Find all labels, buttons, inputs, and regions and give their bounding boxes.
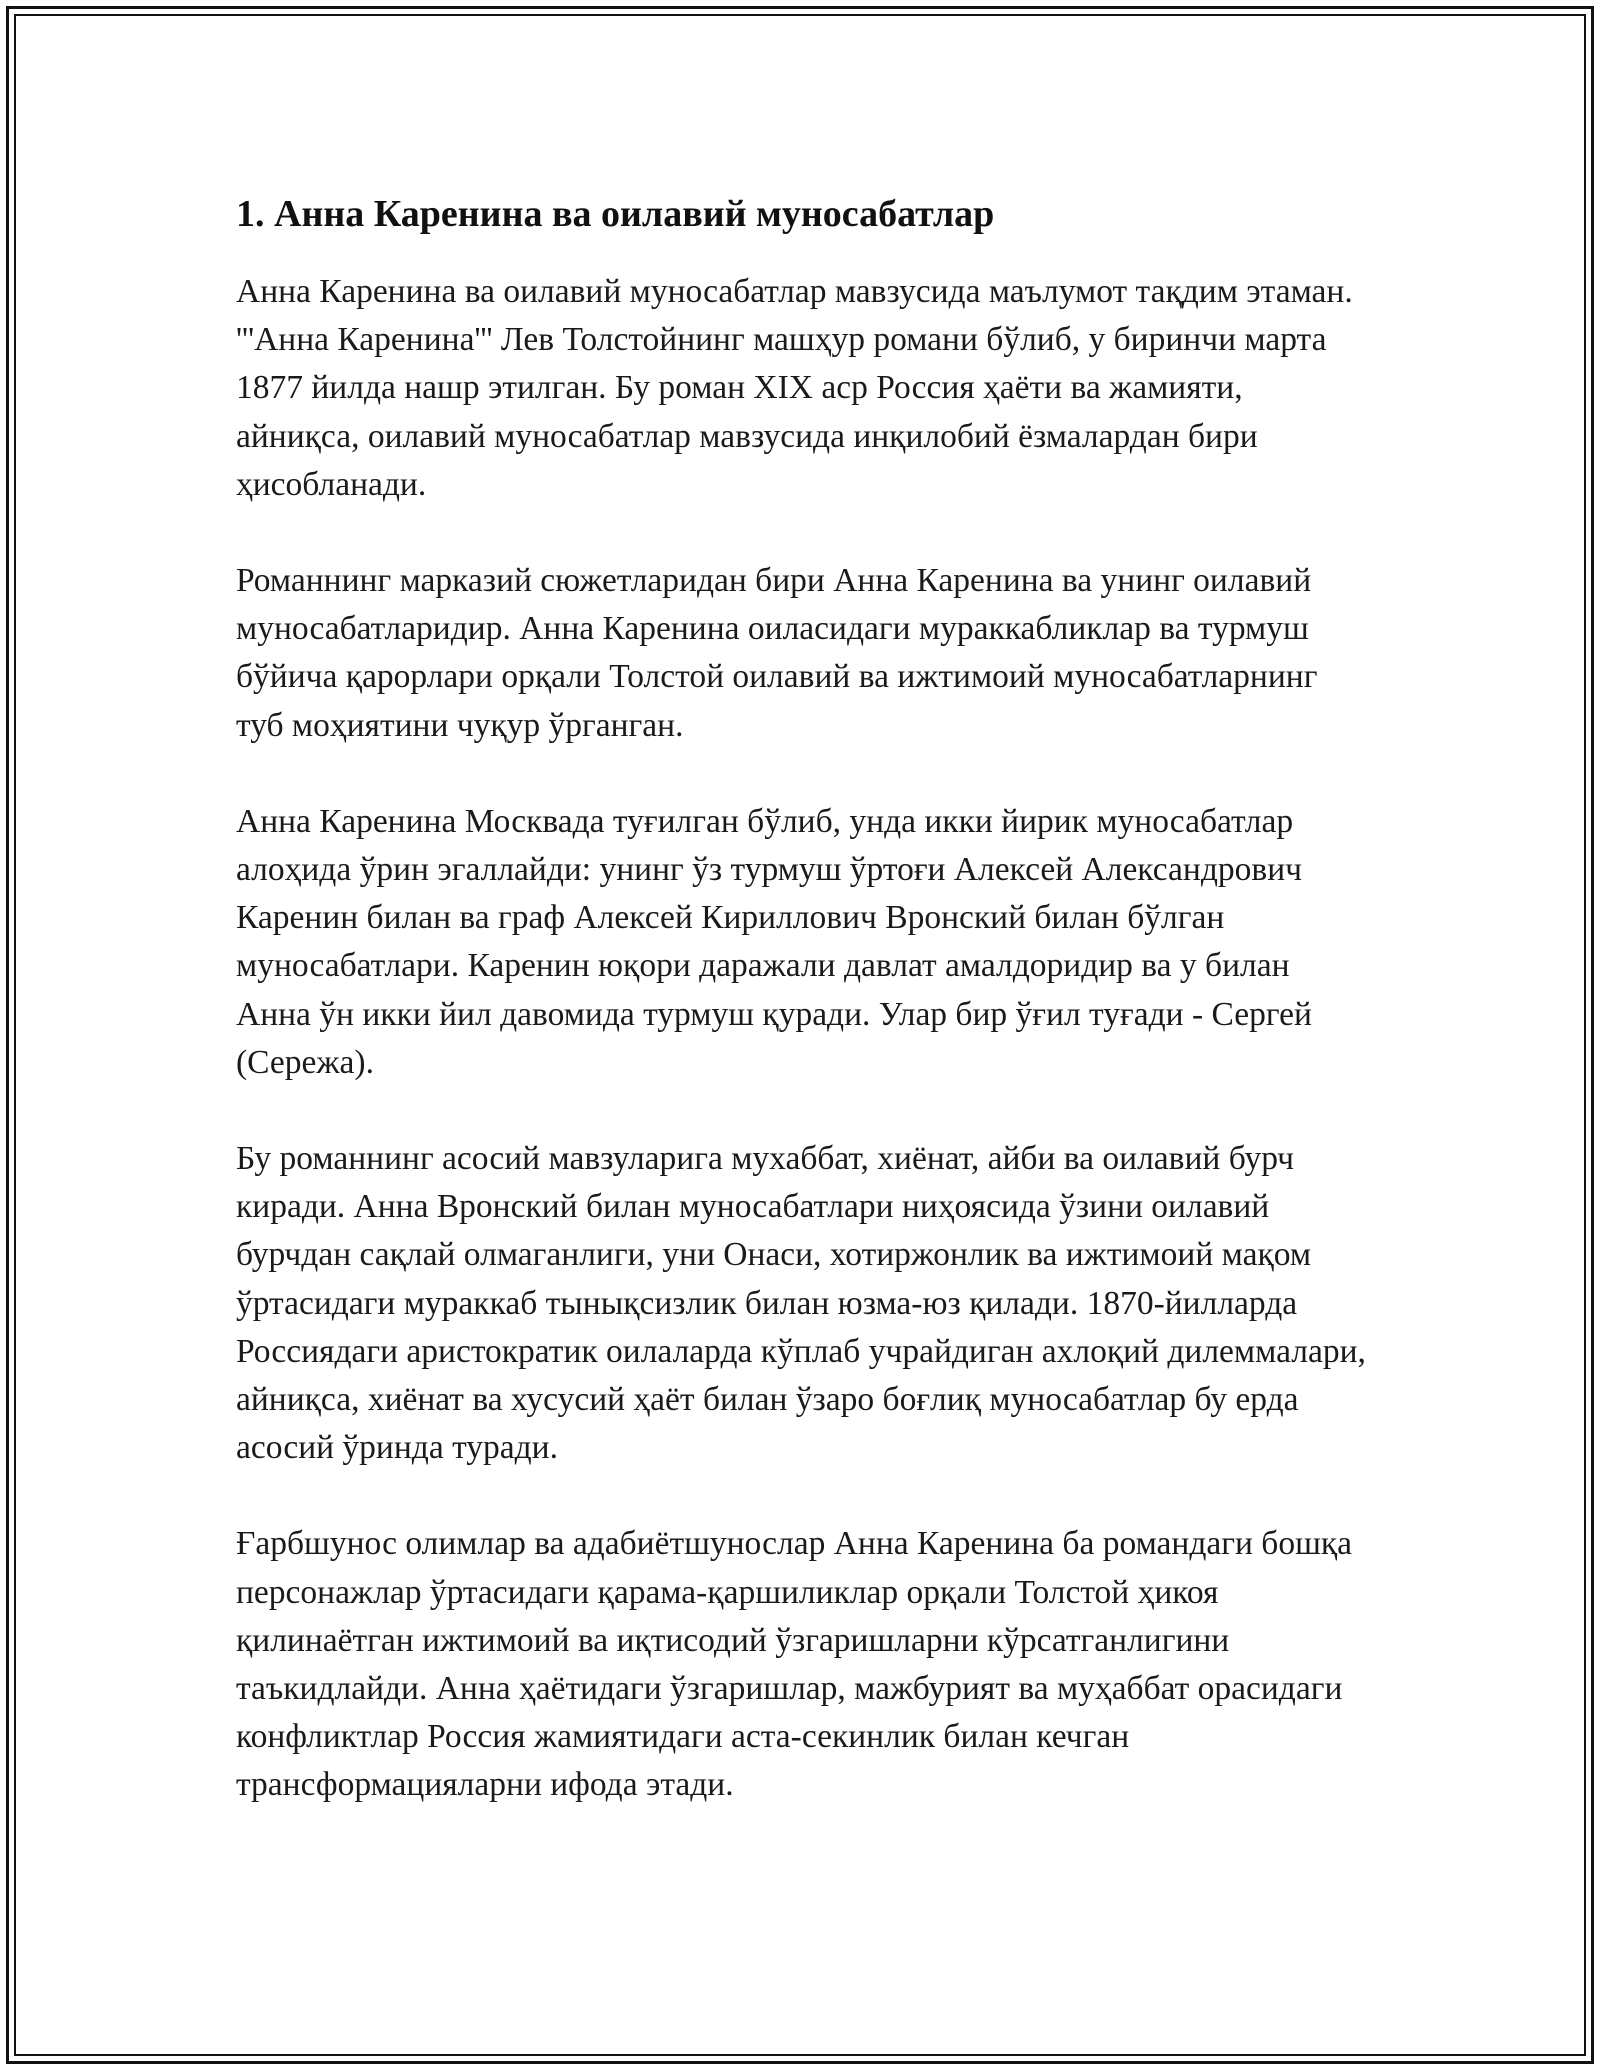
section-heading: 1. Анна Каренина ва оилавий муносабатлар xyxy=(236,193,995,235)
paragraph-central-plot: Романнинг марказий сюжетларидан бири Анна Каренина ва унинг оилавий муносабатларидир. Анна Каренина оиласидаги мураккабликлар ва турмуш бўйича қарорлари орқали Толстой оилавий ва ижтимоий муносабатларнинг туб моҳиятини чуқур ўрганган. xyxy=(236,562,1318,744)
document-body xyxy=(236,188,1366,1858)
paragraph-relationships: Анна Каренина Москвада туғилган бўлиб, унда икки йирик муносабатлар алоҳида ўрин эгаллайди: унинг ўз турмуш ўртоғи Алексей Александрович Каренин билан ва граф Алексей Кириллович Вронский билан бўлган муносабатлари. Каренин юқори даражали давлат амалдоридир ва у билан Анна ўн икки йил давомида турмуш қуради. Улар бир ўғил туғади - Сергей (Сережа). xyxy=(236,802,1312,1081)
paragraph-scholars: Ғарбшунос олимлар ва адабиётшунослар Анна Каренина ба романдаги бошқа персонажлар ўртасидаги қарама-қаршиликлар орқали Толстой ҳикоя қилинаётган ижтимоий ва иқтисодий ўзгаришларни кўрсатганлигини таъкидлайди. Анна ҳаётидаги ўзгаришлар, мажбурият ва муҳаббат орасидаги конфликтлар Россия жамиятидаги аста-секинлик билан кечган трансформацияларни ифода этади. xyxy=(236,1525,1353,1804)
paragraph-intro: Анна Каренина ва оилавий муносабатлар мавзусида маълумот тақдим этаман. '''Анна Каренина''' Лев Толстойнинг машҳур романи бўлиб, у биринчи марта 1877 йилда нашр этилган. Бу роман XIX аср Россия ҳаёти ва жамияти, айниқса, оилавий муносабатлар мавзусида инқилобий ёзмалардан бири ҳисобланади. xyxy=(236,273,1353,503)
paragraph-themes: Бу романнинг асосий мавзуларига мухаббат, хиёнат, айби ва оилавий бурч киради. Анна Вронский билан муносабатлари ниҳоясида ўзини оилавий бурчдан сақлай олмаганлиги, уни Онаси, хотиржонлик ва ижтимоий мақом ўртасидаги мураккаб тынықсизлик билан юзма-юз қилади. 1870-йилларда Россиядаги аристократик оилаларда кўплаб учрайдиган ахлоқий дилеммалари, айниқса, хиёнат ва хусусий ҳаёт билан ўзаро боғлиқ муносабатлар бу ерда асосий ўринда туради. xyxy=(236,1140,1366,1467)
